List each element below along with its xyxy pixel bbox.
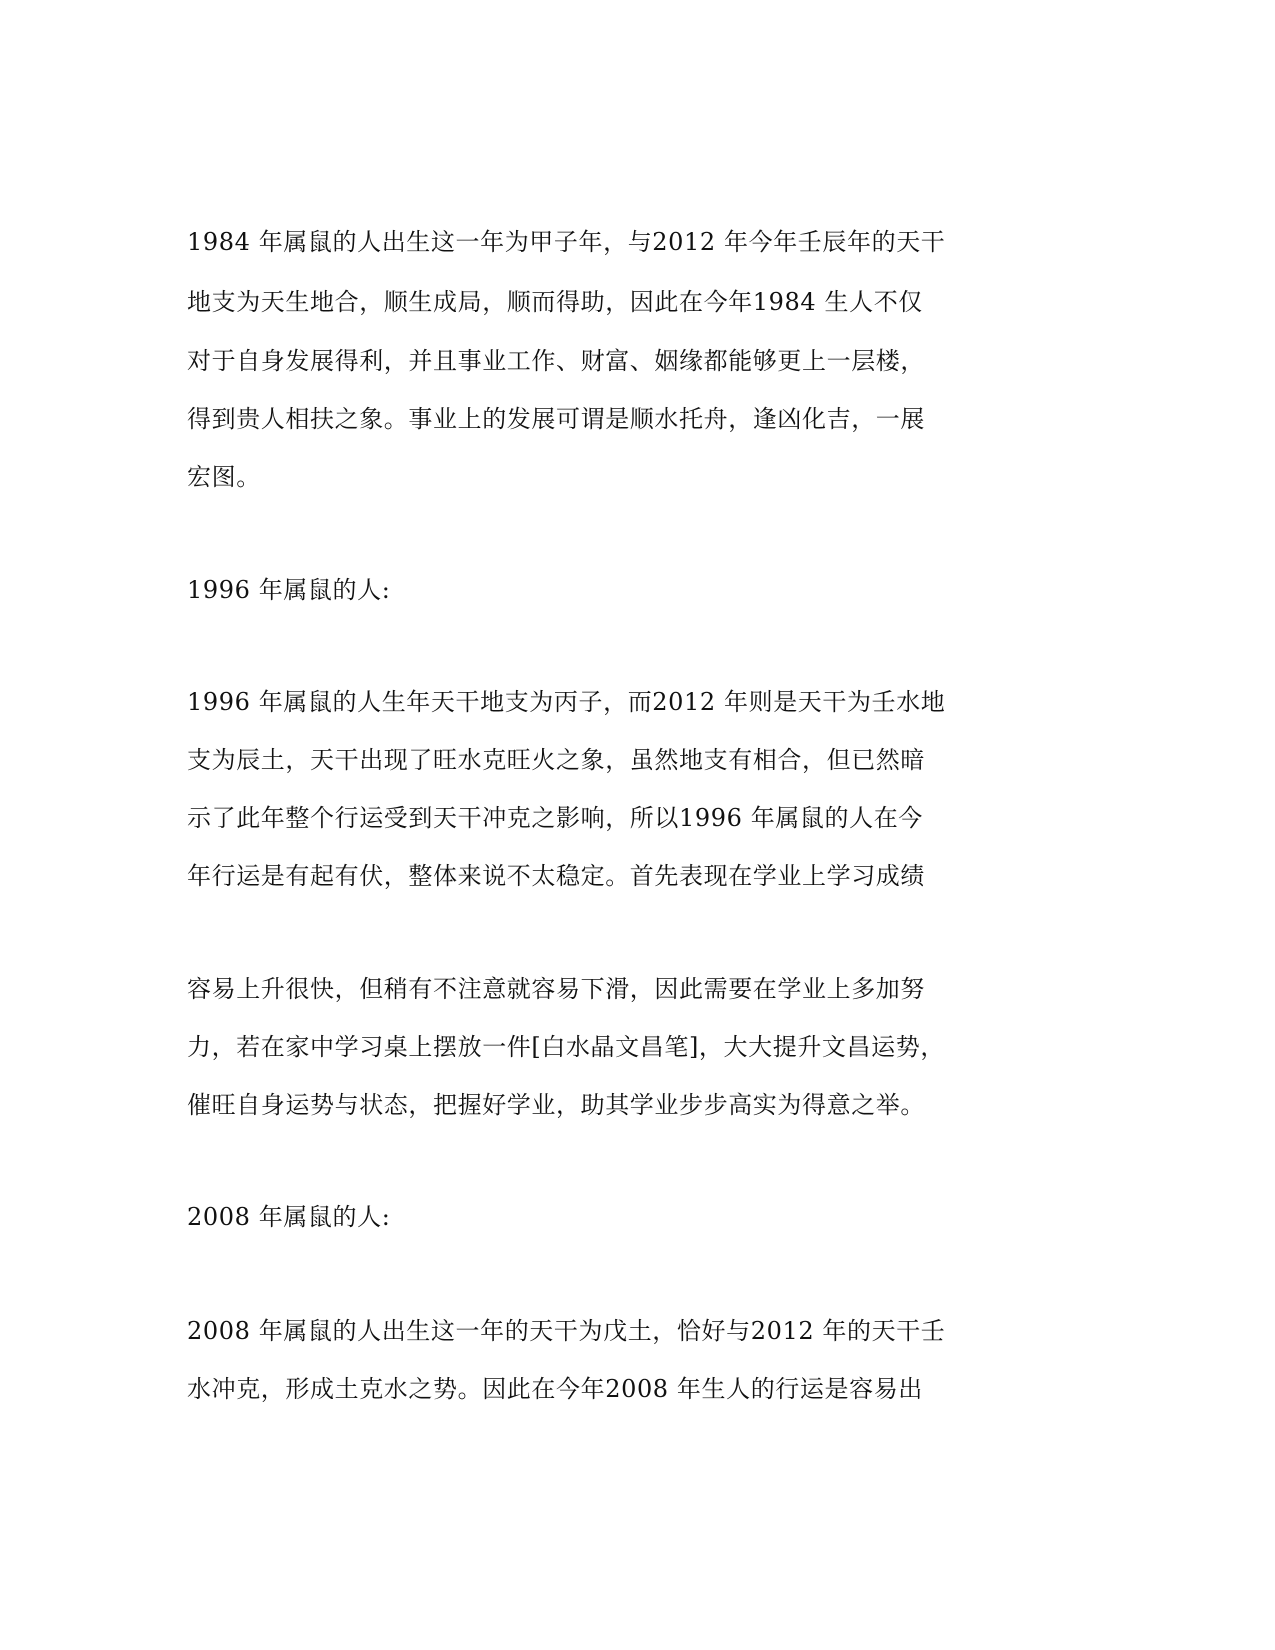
text-line: 容易上升很快，但稍有不注意就容易下滑，因此需要在学业上多加努 [187,975,925,1003]
text-line: 示了此年整个行运受到天干冲克之影响，所以1996 年属鼠的人在今 [187,804,923,832]
text-line: 宏图。 [187,463,261,491]
section-heading-1996: 1996 年属鼠的人: [187,576,391,604]
text-line: 支为辰土，天干出现了旺水克旺火之象，虽然地支有相合，但已然暗 [187,746,925,774]
text-line: 水冲克，形成土克水之势。因此在今年2008 年生人的行运是容易出 [187,1375,923,1403]
text-line: 1996 年属鼠的人生年天干地支为丙子，而2012 年则是天干为壬水地 [187,688,946,716]
text-line: 年行运是有起有伏，整体来说不太稳定。首先表现在学业上学习成绩 [187,862,925,890]
text-line: 催旺自身运势与状态，把握好学业，助其学业步步高实为得意之举。 [187,1091,925,1119]
text-line: 1984 年属鼠的人出生这一年为甲子年，与2012 年今年壬辰年的天干 [187,228,946,256]
text-line: 得到贵人相扶之象。事业上的发展可谓是顺水托舟，逢凶化吉，一展 [187,405,925,433]
text-line: 2008 年属鼠的人出生这一年的天干为戊土，恰好与2012 年的天干壬 [187,1317,946,1345]
text-line: 对于自身发展得利，并且事业工作、财富、姻缘都能够更上一层楼， [187,347,925,375]
section-heading-2008: 2008 年属鼠的人: [187,1203,391,1231]
text-line: 力，若在家中学习桌上摆放一件[白水晶文昌笔]，大大提升文昌运势， [187,1033,945,1061]
text-line: 地支为天生地合，顺生成局，顺而得助，因此在今年1984 生人不仅 [187,288,923,316]
